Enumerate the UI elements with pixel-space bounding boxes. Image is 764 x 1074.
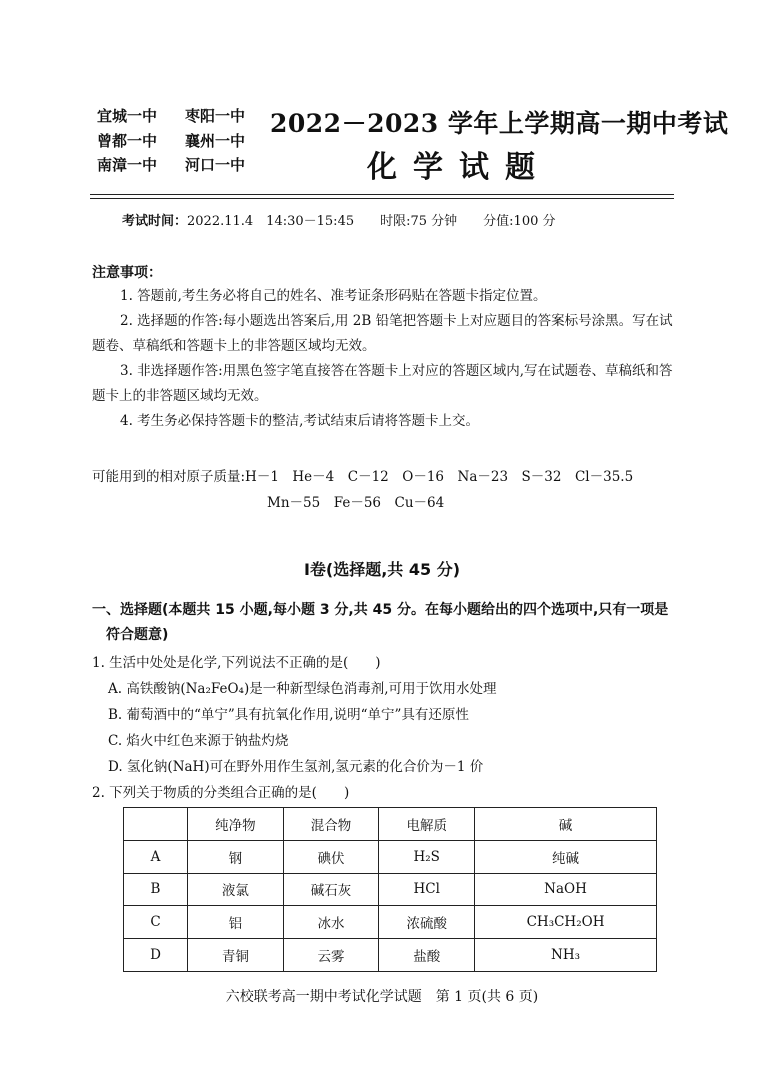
- question-1-option: B. 葡萄酒中的“单宁”具有抗氧化作用,说明“单宁”具有还原性: [108, 707, 469, 723]
- table-header-cell: 纯净物: [188, 808, 284, 841]
- notice-item: 3. 非选择题作答:用黑色签字笔直接答在答题卡上对应的答题区域内,写在试题卷、草稿纸和答题卡上的非答题区域均无效。: [92, 363, 673, 404]
- header-divider: [90, 198, 674, 199]
- table-header-cell: 电解质: [379, 808, 475, 841]
- notice-heading: 注意事项：: [92, 265, 162, 281]
- table-cell: D: [124, 939, 188, 972]
- school-row: [97, 104, 273, 129]
- section-title: Ⅰ卷(选择题,共 45 分): [303, 560, 461, 579]
- table-cell: CH₃CH₂OH: [475, 906, 657, 939]
- table-header-cell: 碱: [475, 808, 657, 841]
- subject-title: 化学试题: [367, 150, 551, 185]
- school-list: [97, 104, 273, 178]
- table-cell: 铝: [188, 906, 284, 939]
- school-row: [97, 153, 273, 178]
- notice-item: 1. 答题前,考生务必将自己的姓名、准考证条形码贴在答题卡指定位置。: [120, 288, 547, 304]
- question-1-option: D. 氢化钠(NaH)可在野外用作生氢剂,氢元素的化合价为－1 价: [108, 759, 484, 775]
- table-cell: NaOH: [475, 873, 657, 906]
- header-divider: [90, 194, 674, 195]
- table-cell: H₂S: [379, 840, 475, 873]
- exam-score: 分值:100 分: [483, 214, 556, 229]
- table-cell: 钢: [188, 840, 284, 873]
- page-footer: 六校联考高一期中考试化学试题 第 1 页(共 6 页): [225, 989, 539, 1005]
- school-name: 枣阳一中: [185, 107, 246, 125]
- table-cell: 云雾: [283, 939, 379, 972]
- table-row: [124, 939, 657, 972]
- table-header-cell: [124, 808, 188, 841]
- atomic-mass-line: Mn－55 Fe－56 Cu－64: [267, 495, 445, 511]
- section-instructions: 一、选择题(本题共 15 小题,每小题 3 分,共 45 分。在每小题给出的四个选项中,只有一项是符合题意): [92, 602, 669, 643]
- atomic-mass-line: 可能用到的相对原子质量:H－1 He－4 C－12 O－16 Na－23 S－32 Cl－35.5: [92, 469, 634, 485]
- exam-info: [122, 210, 556, 229]
- table-cell: A: [124, 840, 188, 873]
- classification-table: [123, 807, 657, 972]
- table-cell: HCl: [379, 873, 475, 906]
- exam-title: 2022－2023 学年上学期高一期中考试: [270, 109, 729, 138]
- exam-duration: 时限:75 分钟: [380, 214, 458, 229]
- question-1-option: C. 焰火中红色来源于钠盐灼烧: [108, 733, 289, 749]
- question-2-stem: 2. 下列关于物质的分类组合正确的是( ): [92, 785, 350, 801]
- table-cell: 冰水: [283, 906, 379, 939]
- school-name: 曾都一中: [97, 131, 158, 150]
- table-cell: C: [124, 906, 188, 939]
- table-cell: B: [124, 873, 188, 906]
- table-row: [124, 873, 657, 906]
- notice-item: 2. 选择题的作答:每小题选出答案后,用 2B 铅笔把答题卡上对应题目的答案标号涂黑。写在试题卷、草稿纸和答题卡上的非答题区域均无效。: [92, 313, 673, 354]
- table-header-cell: 混合物: [283, 808, 379, 841]
- table-cell: 液氯: [188, 873, 284, 906]
- school-row: [97, 129, 273, 154]
- table-header-row: [124, 808, 657, 841]
- school-name: 襄州一中: [185, 131, 246, 150]
- exam-time-label: 考试时间：: [122, 214, 188, 229]
- question-1-stem: 1. 生活中处处是化学,下列说法不正确的是( ): [92, 655, 381, 671]
- table-cell: 浓硫酸: [379, 906, 475, 939]
- school-name: 南漳一中: [97, 156, 158, 174]
- school-name: 宜城一中: [97, 107, 158, 125]
- table-cell: 碱石灰: [283, 873, 379, 906]
- table-cell: NH₃: [475, 939, 657, 972]
- table-cell: 青铜: [188, 939, 284, 972]
- exam-time-value: 2022.11.4 14:30－15:45: [187, 214, 355, 229]
- table-row: [124, 906, 657, 939]
- table-cell: 纯碱: [475, 840, 657, 873]
- table-cell: 碘伏: [283, 840, 379, 873]
- question-1-option: A. 高铁酸钠(Na₂FeO₄)是一种新型绿色消毒剂,可用于饮用水处理: [108, 681, 497, 697]
- table-cell: 盐酸: [379, 939, 475, 972]
- school-name: 河口一中: [185, 156, 246, 174]
- table-row: [124, 840, 657, 873]
- notice-item: 4. 考生务必保持答题卡的整洁,考试结束后请将答题卡上交。: [120, 413, 479, 429]
